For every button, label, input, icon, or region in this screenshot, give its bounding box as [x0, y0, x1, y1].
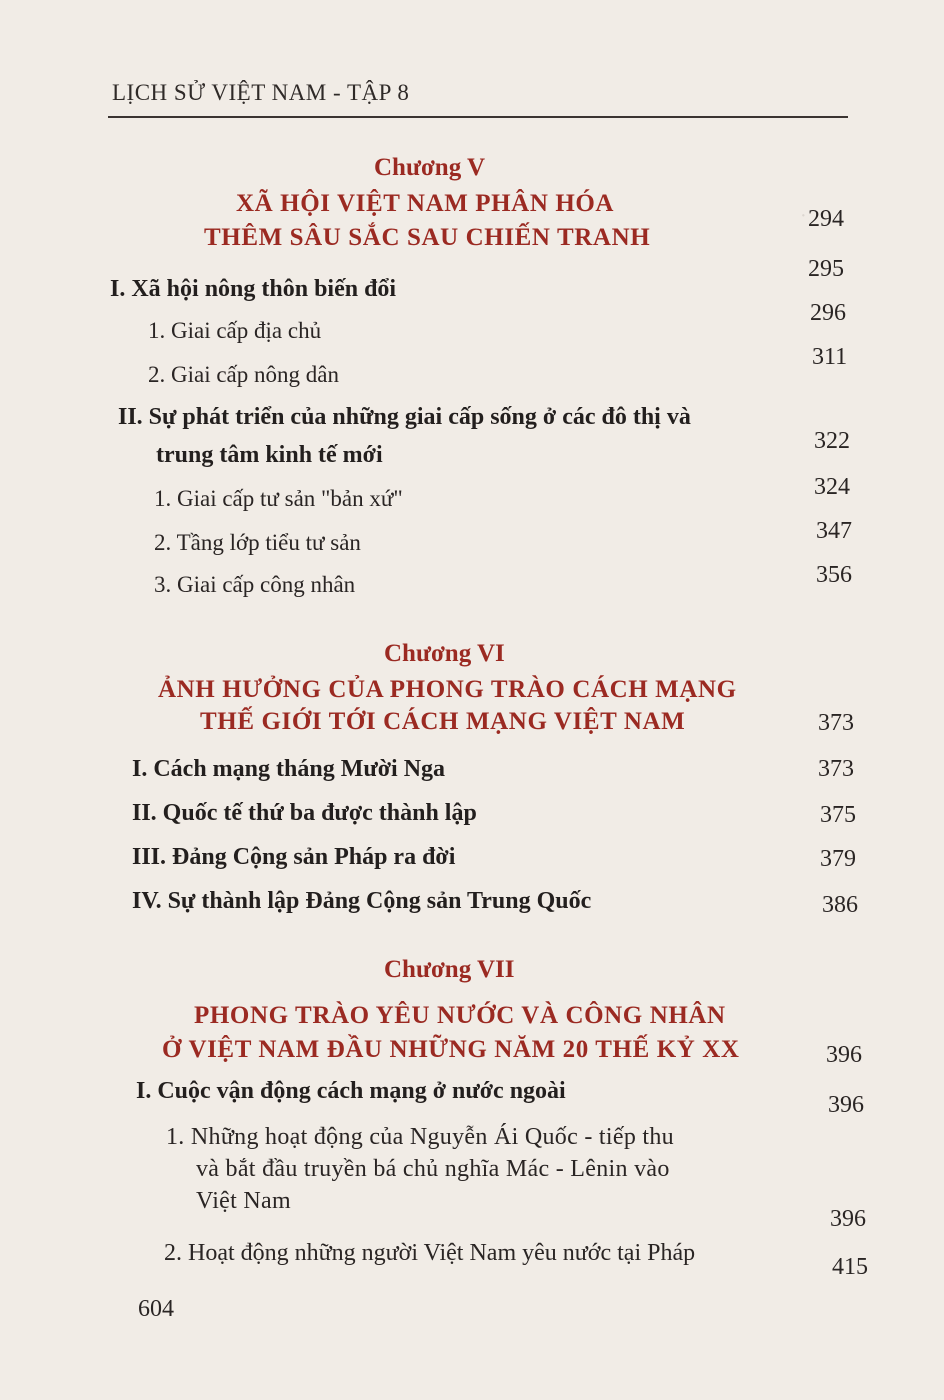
toc-entry: I. Xã hội nông thôn biến đổi — [110, 276, 397, 302]
chapter-7-page: 396 — [826, 1042, 862, 1068]
toc-entry-page: 324 — [814, 474, 850, 500]
chapter-6-page: 373 — [818, 710, 854, 736]
toc-entry-line-2: trung tâm kinh tế mới — [156, 442, 383, 468]
chapter-7-label: Chương VII — [384, 956, 515, 983]
toc-entry-page: 386 — [822, 892, 858, 918]
toc-entry-line-2: và bắt đầu truyền bá chủ nghĩa Mác - Lênin vào — [196, 1156, 670, 1182]
toc-entry-page: 347 — [816, 518, 852, 544]
toc-entry-line-3: Việt Nam — [196, 1188, 291, 1214]
toc-entry-page: 356 — [816, 562, 852, 588]
toc-entry-page: 375 — [820, 802, 856, 828]
toc-entry: 2. Giai cấp nông dân — [148, 362, 339, 387]
toc-entry-page: 311 — [812, 344, 848, 370]
toc-entry: I. Cuộc vận động cách mạng ở nước ngoài — [136, 1078, 566, 1104]
toc-entry-page: 322 — [814, 428, 850, 454]
toc-entry-line-1: II. Sự phát triển của những giai cấp sống ở các đô thị và — [118, 404, 691, 430]
toc-entry-page: 379 — [820, 846, 856, 872]
chapter-5-page: 294 — [808, 206, 844, 232]
toc-entry: IV. Sự thành lập Đảng Cộng sản Trung Quốc — [132, 888, 592, 914]
toc-entry: 2. Tầng lớp tiểu tư sản — [154, 530, 361, 555]
toc-entry-page: 373 — [818, 756, 854, 782]
toc-entry-page: 296 — [810, 300, 846, 326]
chapter-5-title-line-2: THÊM SÂU SẮC SAU CHIẾN TRANH — [204, 224, 651, 251]
toc-entry: III. Đảng Cộng sản Pháp ra đời — [132, 844, 456, 870]
header-rule — [108, 116, 848, 118]
chapter-5-label: Chương V — [374, 154, 486, 181]
toc-entry: I. Cách mạng tháng Mười Nga — [132, 756, 446, 782]
chapter-6-title-line-2: THẾ GIỚI TỚI CÁCH MẠNG VIỆT NAM — [200, 708, 686, 735]
chapter-6-label: Chương VI — [384, 640, 505, 667]
toc-entry-page: 396 — [828, 1092, 864, 1118]
chapter-6-title-line-1: ẢNH HƯỞNG CỦA PHONG TRÀO CÁCH MẠNG — [158, 676, 737, 703]
toc-entry: 2. Hoạt động những người Việt Nam yêu nước tại Pháp — [164, 1240, 696, 1266]
toc-entry-page: 396 — [830, 1206, 866, 1232]
show-through-mark: · — [800, 205, 807, 227]
toc-entry: 3. Giai cấp công nhân — [154, 572, 356, 597]
chapter-7-title-line-2: Ở VIỆT NAM ĐẦU NHỮNG NĂM 20 THẾ KỶ XX — [162, 1036, 740, 1063]
page-number: 604 — [138, 1296, 174, 1322]
toc-entry-line-1: 1. Những hoạt động của Nguyễn Ái Quốc - tiếp thu — [166, 1124, 674, 1150]
toc-entry: 1. Giai cấp tư sản "bản xứ" — [154, 486, 403, 511]
chapter-7-title-line-1: PHONG TRÀO YÊU NƯỚC VÀ CÔNG NHÂN — [194, 1002, 726, 1029]
toc-entry: II. Quốc tế thứ ba được thành lập — [132, 800, 477, 826]
toc-entry: 1. Giai cấp địa chủ — [148, 318, 322, 343]
toc-entry-page: 415 — [832, 1254, 868, 1280]
toc-entry-page: 295 — [808, 256, 844, 282]
running-head: LỊCH SỬ VIỆT NAM - TẬP 8 — [112, 80, 410, 105]
chapter-5-title-line-1: XÃ HỘI VIỆT NAM PHÂN HÓA — [236, 190, 615, 217]
